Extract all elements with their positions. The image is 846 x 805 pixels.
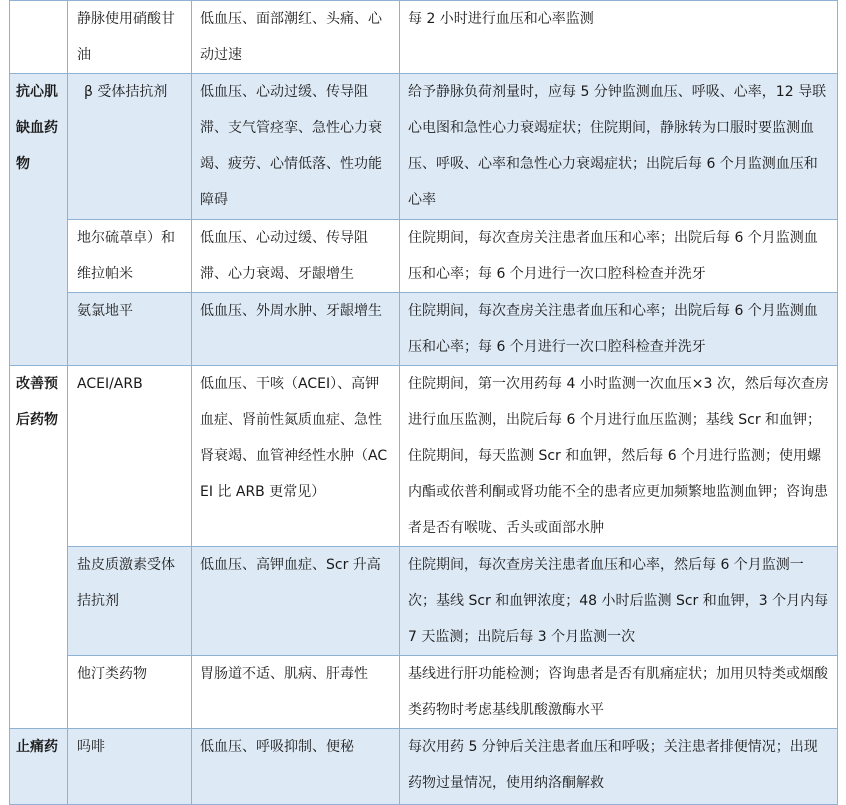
drug-name-cell: 静脉使用硝酸甘油 [68,1,192,74]
table-row [10,1,838,74]
drug-name-cell: ACEI/ARB [68,366,192,547]
adverse-effects-cell: 低血压、呼吸抑制、便秘 [192,729,400,805]
table-row [10,74,838,220]
category-cell: 抗心肌缺血药物 [10,74,68,366]
drug-name-cell: 吗啡 [68,729,192,805]
table-row [10,220,838,293]
adverse-effects-cell: 低血压、干咳（ACEI）、高钾血症、肾前性氮质血症、急性肾衰竭、血管神经性水肿（ACEI 比 ARB 更常见） [192,366,400,547]
category-cell [10,1,68,74]
drug-name-cell: 氨氯地平 [68,293,192,366]
drug-monitoring-table [9,0,838,805]
monitoring-cell: 基线进行肝功能检测；咨询患者是否有肌痛症状；加用贝特类或烟酸类药物时考虑基线肌酸激酶水平 [400,656,838,729]
adverse-effects-cell: 低血压、外周水肿、牙龈增生 [192,293,400,366]
adverse-effects-cell: 低血压、心动过缓、传导阻滞、心力衰竭、牙龈增生 [192,220,400,293]
monitoring-cell: 每次用药 5 分钟后关注患者血压和呼吸；关注患者排便情况；出现药物过量情况，使用纳洛酮解救 [400,729,838,805]
drug-name-cell: 盐皮质激素受体拮抗剂 [68,547,192,656]
drug-name-cell: β 受体拮抗剂 [68,74,192,220]
adverse-effects-cell: 低血压、面部潮红、头痛、心动过速 [192,1,400,74]
drug-name-cell: 地尔硫䓬卓）和维拉帕米 [68,220,192,293]
monitoring-cell: 住院期间，第一次用药每 4 小时监测一次血压×3 次，然后每次查房进行血压监测，出院后每 6 个月进行血压监测；基线 Scr 和血钾；住院期间，每天监测 Scr 和血钾，然后每 6 个月进行监测；使用螺内酯或依普利酮或肾功能不全的患者应更加频繁地监测血钾；咨询患者是否有喉咙、舌头或面部水肿 [400,366,838,547]
category-cell: 止痛药 [10,729,68,805]
category-cell: 改善预后药物 [10,366,68,729]
monitoring-cell: 住院期间，每次查房关注患者血压和心率，然后每 6 个月监测一次；基线 Scr 和血钾浓度；48 小时后监测 Scr 和血钾，3 个月内每 7 天监测；出院后每 3 个月监测一次 [400,547,838,656]
table-row [10,293,838,366]
monitoring-cell: 住院期间，每次查房关注患者血压和心率；出院后每 6 个月监测血压和心率；每 6 个月进行一次口腔科检查并洗牙 [400,293,838,366]
table-row [10,366,838,547]
adverse-effects-cell: 低血压、心动过缓、传导阻滞、支气管痉挛、急性心力衰竭、疲劳、心情低落、性功能障碍 [192,74,400,220]
table-row [10,729,838,805]
monitoring-cell: 住院期间，每次查房关注患者血压和心率；出院后每 6 个月监测血压和心率；每 6 个月进行一次口腔科检查并洗牙 [400,220,838,293]
table-row [10,656,838,729]
drug-name-cell: 他汀类药物 [68,656,192,729]
adverse-effects-cell: 低血压、高钾血症、Scr 升高 [192,547,400,656]
adverse-effects-cell: 胃肠道不适、肌病、肝毒性 [192,656,400,729]
monitoring-cell: 给予静脉负荷剂量时，应每 5 分钟监测血压、呼吸、心率，12 导联心电图和急性心力衰竭症状；住院期间，静脉转为口服时要监测血压、呼吸、心率和急性心力衰竭症状；出院后每 6 个月监测血压和心率 [400,74,838,220]
table-row [10,547,838,656]
monitoring-cell: 每 2 小时进行血压和心率监测 [400,1,838,74]
